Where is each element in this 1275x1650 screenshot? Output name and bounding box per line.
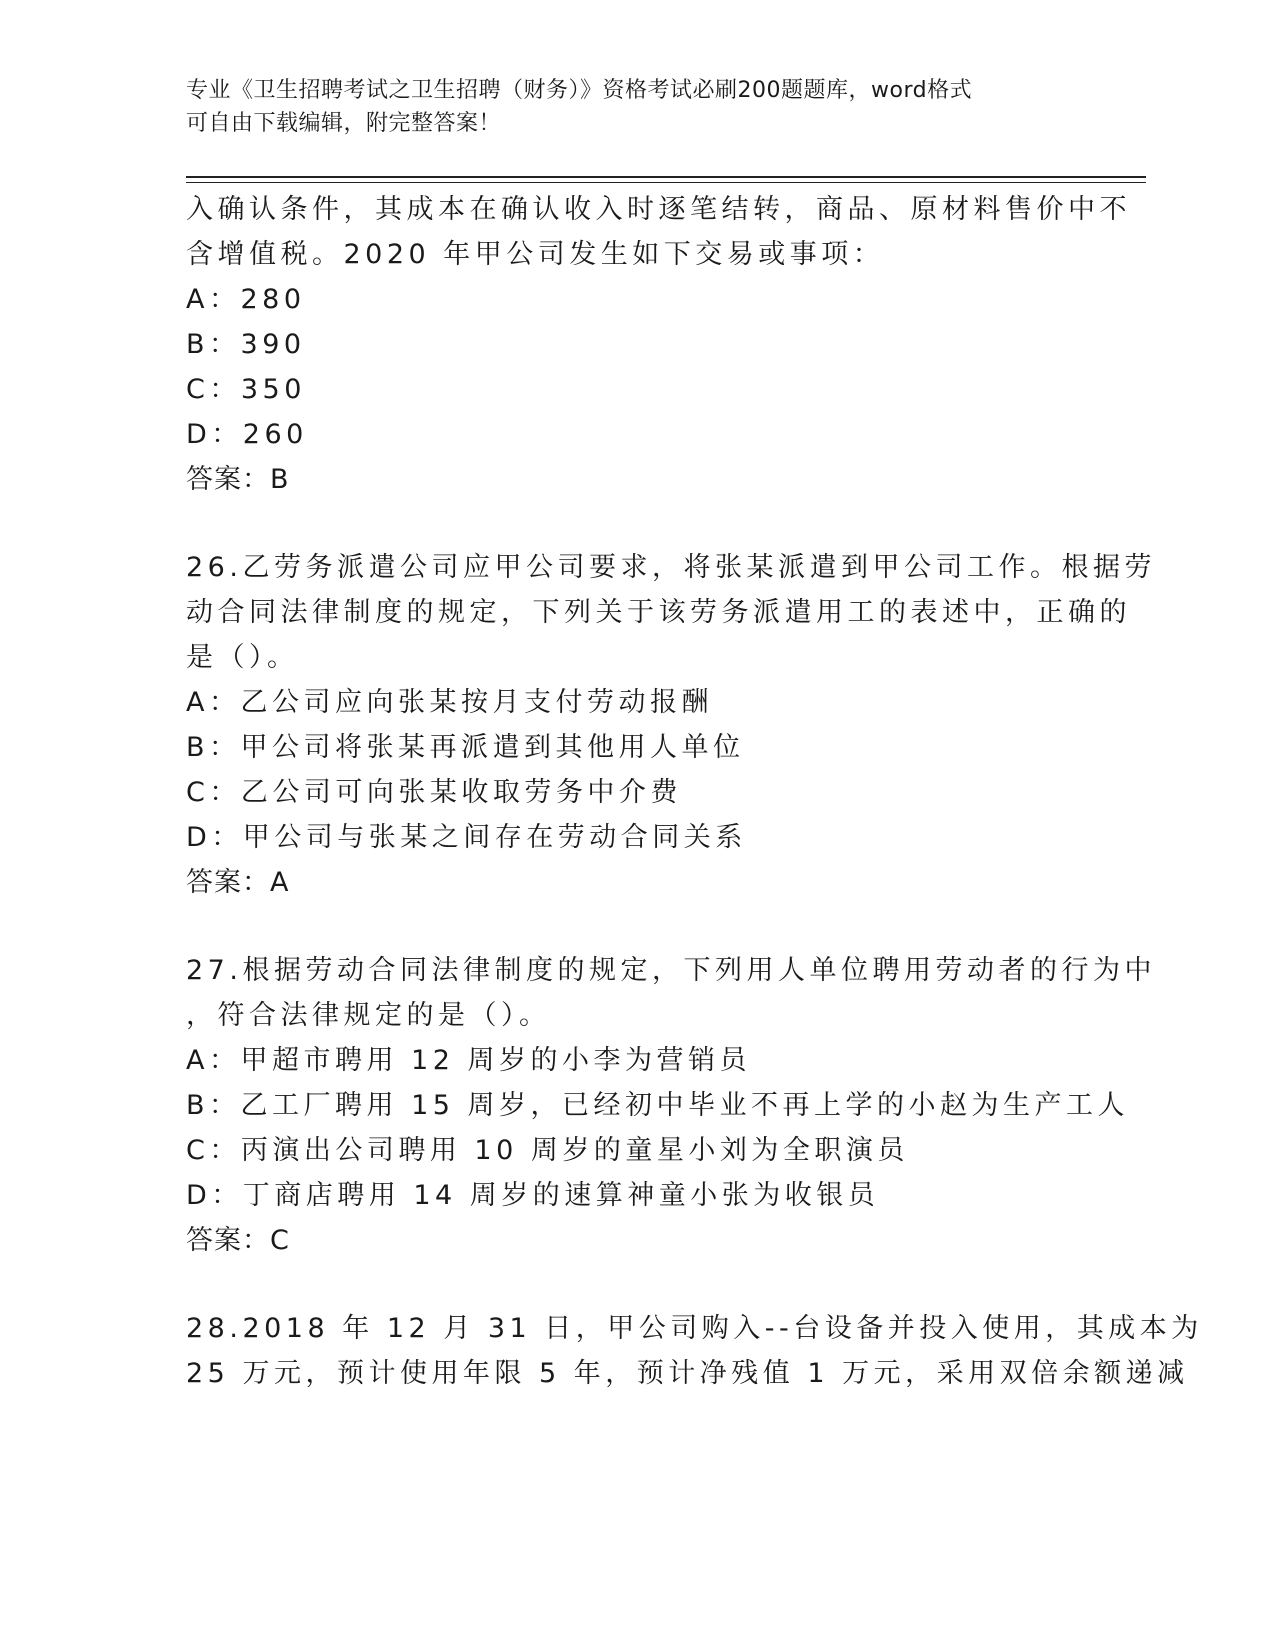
- question-text-line: 28.2018 年 12 月 31 日，甲公司购入--台设备并投入使用，其成本为: [186, 1313, 1203, 1344]
- question-text-line: 含增值税。2020 年甲公司发生如下交易或事项：: [186, 239, 885, 270]
- header-divider-thin: [186, 182, 1146, 183]
- question-28: [186, 1306, 1203, 1396]
- option-a: A：乙公司应向张某按月支付劳动报酬: [186, 687, 713, 718]
- option-b: B：甲公司将张某再派遣到其他用人单位: [186, 732, 745, 763]
- header-title-line-1: 专业《卫生招聘考试之卫生招聘（财务）》资格考试必刷200题题库，word格式: [186, 78, 973, 103]
- header-title-line-2: 可自由下载编辑，附完整答案！: [186, 111, 502, 136]
- question-26: [186, 545, 1156, 905]
- question-text-line: 动合同法律制度的规定，下列关于该劳务派遣用工的表述中，正确的: [186, 597, 1131, 628]
- question-text-line: 27.根据劳动合同法律制度的规定，下列用人单位聘用劳动者的行为中: [186, 955, 1156, 986]
- header-divider: [186, 176, 1146, 178]
- document-header: [186, 74, 1066, 140]
- option-c: C：丙演出公司聘用 10 周岁的童星小刘为全职演员: [186, 1135, 909, 1166]
- question-27: [186, 948, 1156, 1263]
- question-25-continuation: [186, 187, 1131, 502]
- question-text-line: ，符合法律规定的是（）。: [186, 1000, 551, 1031]
- question-text-line: 26.乙劳务派遣公司应甲公司要求，将张某派遣到甲公司工作。根据劳: [186, 552, 1156, 583]
- option-b: B：乙工厂聘用 15 周岁，已经初中毕业不再上学的小赵为生产工人: [186, 1090, 1130, 1121]
- document-body: [186, 187, 1203, 1396]
- question-text-line: 入确认条件，其成本在确认收入时逐笔结转，商品、原材料售价中不: [186, 194, 1131, 225]
- answer: 答案：B: [186, 464, 290, 495]
- option-c: C：乙公司可向张某收取劳务中介费: [186, 777, 682, 808]
- question-text-line: 25 万元，预计使用年限 5 年，预计净残值 1 万元，采用双倍余额递减: [186, 1358, 1189, 1389]
- answer: 答案：A: [186, 867, 290, 898]
- option-c: C：350: [186, 374, 306, 405]
- answer: 答案：C: [186, 1225, 290, 1256]
- option-d: D：丁商店聘用 14 周岁的速算神童小张为收银员: [186, 1180, 880, 1211]
- option-d: D：甲公司与张某之间存在劳动合同关系: [186, 822, 747, 853]
- option-b: B：390: [186, 329, 306, 360]
- option-a: A：280: [186, 284, 306, 315]
- option-a: A：甲超市聘用 12 周岁的小李为营销员: [186, 1045, 751, 1076]
- question-text-line: 是（）。: [186, 642, 299, 673]
- option-d: D：260: [186, 419, 308, 450]
